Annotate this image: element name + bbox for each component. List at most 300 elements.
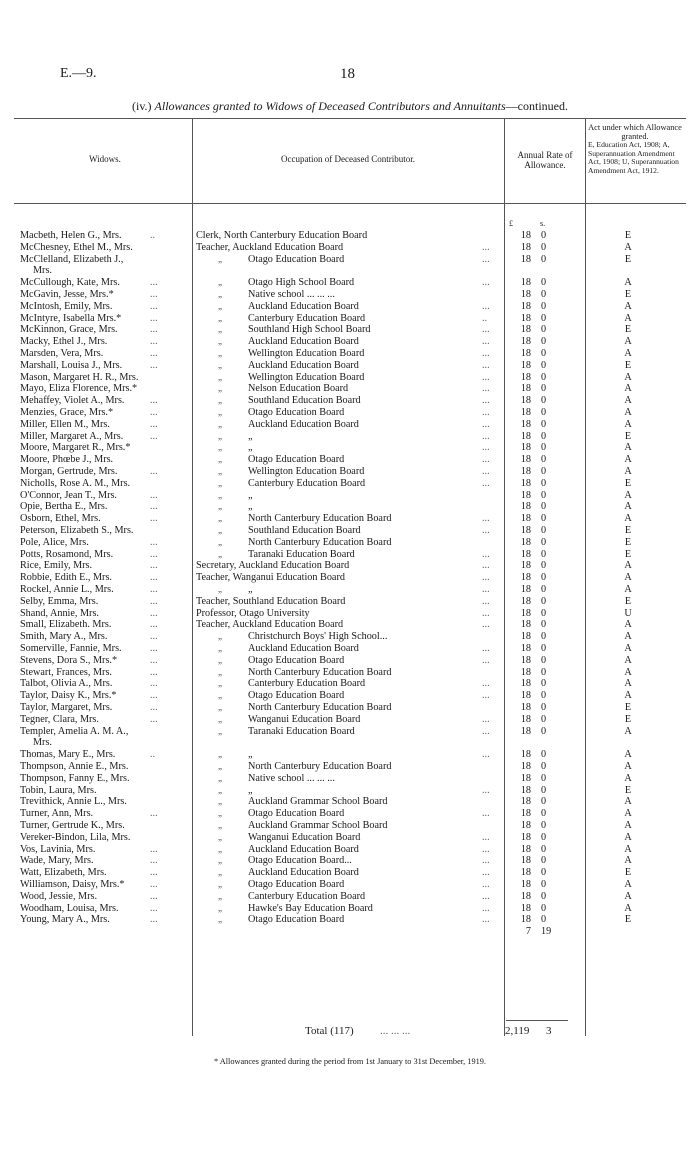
rate-pounds: 18 (520, 430, 531, 442)
leader-dots: ... (150, 843, 158, 855)
act-code: A (624, 584, 632, 595)
rate-pounds: 18 (520, 902, 531, 914)
leader-dots: ... (150, 654, 158, 666)
rate-shillings: 0 (541, 890, 547, 902)
leader-dots: ... (150, 312, 158, 324)
rate-pounds: 18 (520, 442, 531, 454)
occupation: North Canterbury Education Board (248, 536, 392, 548)
rate-pounds: 18 (520, 702, 531, 713)
leader-dots: ... (482, 336, 490, 348)
rate-shillings: 0 (541, 619, 547, 631)
leader-dots: ... (482, 359, 490, 371)
occupation: North Canterbury Education Board (248, 702, 392, 713)
widow-name: Talbot, Olivia A., Mrs. (20, 678, 113, 690)
act-code: A (624, 371, 632, 383)
ditto-mark: „ (218, 902, 222, 913)
act-code: A (624, 749, 632, 761)
rate-pounds: 18 (520, 890, 531, 902)
rate-shillings: 0 (541, 879, 547, 890)
rate-pounds: 18 (520, 761, 531, 772)
rate-shillings: 0 (541, 702, 547, 713)
widow-name: Rockel, Annie L., Mrs. (20, 584, 114, 595)
leader-dots: ... (150, 584, 158, 595)
occupation: Wellington Education Board (248, 348, 365, 359)
act-code: A (624, 241, 632, 253)
ditto-mark: „ (218, 466, 222, 476)
act-code: A (624, 348, 632, 359)
act-code: E (624, 867, 632, 879)
rate-pounds: 18 (520, 253, 531, 265)
widow-name: McChesney, Ethel M., Mrs. (20, 241, 133, 253)
widow-name: Thomas, Mary E., Mrs. (20, 749, 116, 761)
leader-dots: ... (482, 808, 490, 820)
widow-name: Mehaffey, Violet A., Mrs. (20, 395, 125, 407)
leader-dots: ... (150, 595, 158, 607)
ditto-mark: „ (218, 843, 222, 854)
widow-name: Potts, Rosamond, Mrs. (20, 548, 114, 560)
ditto-mark: „ (218, 548, 222, 559)
leader-dots: ... (150, 643, 158, 654)
rate-pounds: 18 (520, 418, 531, 430)
rate-pounds: 18 (520, 595, 531, 607)
rate-pounds: 18 (520, 312, 531, 324)
rate-pounds: 18 (520, 383, 531, 395)
occupation: North Canterbury Education Board (248, 513, 392, 525)
rate-pounds: 18 (520, 489, 531, 501)
leader-dots: ... (150, 890, 158, 902)
table-caption (0, 99, 700, 114)
act-code: A (624, 643, 632, 654)
caption-prefix: (iv.) (132, 99, 155, 113)
occupation: Southland High School Board (248, 324, 371, 336)
rate-shillings: 0 (541, 690, 547, 702)
leader-dots: ... (150, 466, 158, 477)
act-code: A (624, 454, 632, 466)
leader-dots: ... (482, 407, 490, 418)
widow-name: Osborn, Ethel, Mrs. (20, 513, 101, 525)
occupation: „ (248, 501, 253, 513)
occupation: Otago Education Board (248, 914, 345, 926)
occupation: Nelson Education Board (248, 383, 349, 395)
widow-name: Menzies, Grace, Mrs.* (20, 407, 114, 418)
act-code: E (624, 230, 632, 241)
ditto-mark: „ (218, 525, 222, 535)
leader-dots: ... (482, 477, 490, 489)
leader-dots: ... (150, 418, 158, 430)
table-row (0, 913, 700, 938)
act-code: A (624, 418, 632, 430)
rate-shillings: 0 (541, 348, 547, 359)
rate-pounds: 18 (520, 643, 531, 654)
rate-pounds-extra: 7 (525, 926, 531, 938)
page-number: 18 (340, 66, 355, 82)
leader-dots: .. (150, 230, 156, 241)
leader-dots: ... (150, 407, 158, 418)
widow-name: Rice, Emily, Mrs. (20, 560, 93, 572)
act-header-key: E, Education Act, 1908; A, Superannuation Amendment Act, 1908; U, Superannuation Amendment Act, 1912. (588, 140, 679, 175)
ditto-mark: „ (218, 808, 222, 819)
leader-dots: ... (482, 442, 490, 454)
widow-name: Miller, Ellen M., Mrs. (20, 418, 110, 430)
rate-shillings: 0 (541, 749, 547, 761)
act-code: A (624, 761, 632, 772)
widow-name: Watt, Elizabeth, Mrs. (20, 867, 107, 879)
occupation: Auckland Education Board (248, 418, 359, 430)
occupation: Native school ... ... ... (248, 772, 335, 784)
ditto-mark: „ (218, 772, 222, 783)
widow-name: Tobin, Laura, Mrs. (20, 784, 97, 796)
act-code: E (624, 525, 632, 536)
act-code: E (624, 289, 632, 300)
act-code: A (624, 879, 632, 890)
occupation: Otago Education Board (248, 407, 345, 418)
widow-name: Wade, Mary, Mrs. (20, 855, 94, 867)
ditto-mark: „ (218, 348, 222, 358)
leader-dots: ... (482, 595, 490, 607)
occupation: Auckland Grammar School Board (248, 820, 388, 831)
rate-pounds: 18 (520, 241, 531, 253)
widow-name: Marsden, Vera, Mrs. (20, 348, 104, 359)
rate-pounds: 18 (520, 324, 531, 336)
rate-pounds: 18 (520, 678, 531, 690)
act-code: A (624, 808, 632, 820)
rate-pounds: 18 (520, 855, 531, 867)
caption-title: Allowances granted to Widows of Deceased Contributors and Annuitants (154, 99, 506, 113)
ditto-mark: „ (218, 879, 222, 889)
rate-shillings: 0 (541, 643, 547, 654)
leader-dots: ... (150, 607, 158, 619)
ditto-mark: „ (218, 784, 222, 795)
rate-shillings: 0 (541, 300, 547, 312)
widow-name: Turner, Ann, Mrs. (20, 808, 94, 820)
widow-name: McCullough, Kate, Mrs. (20, 277, 120, 289)
rate-shillings: 0 (541, 489, 547, 501)
rate-pounds: 18 (520, 230, 531, 241)
rate-shillings: 0 (541, 808, 547, 820)
leader-dots: ... (482, 855, 490, 867)
widow-name: Moore, Phœbe J., Mrs. (20, 454, 114, 466)
leader-dots: ... (482, 643, 490, 654)
widow-name: Nicholls, Rose A. M., Mrs. (20, 477, 131, 489)
leader-dots: .. (482, 312, 488, 324)
ditto-mark: „ (218, 489, 222, 500)
footnote: * Allowances granted during the period from 1st January to 31st December, 1919. (213, 1057, 486, 1066)
act-code: A (624, 666, 632, 678)
act-code: A (624, 855, 632, 867)
act-code: A (624, 336, 632, 348)
occupation: North Canterbury Education Board (248, 761, 392, 772)
leader-dots: ... (150, 536, 158, 548)
leader-dots: ... (150, 713, 158, 725)
occupation: „ (248, 749, 253, 761)
ditto-mark: „ (218, 253, 222, 264)
act-code: A (624, 619, 632, 631)
occupation: Otago Education Board (248, 690, 345, 702)
rate-pounds: 18 (520, 454, 531, 466)
widow-name: Small, Elizabeth. Mrs. (20, 619, 112, 631)
rate-shillings: 0 (541, 595, 547, 607)
act-code: A (624, 407, 632, 418)
leader-dots: ... (482, 418, 490, 430)
leader-dots: ... (482, 525, 490, 536)
leader-dots: ... (482, 348, 490, 359)
leader-dots: ... (150, 560, 158, 572)
rate-shillings: 0 (541, 407, 547, 418)
widow-name: McClelland, Elizabeth J., (20, 253, 124, 265)
caption-suffix: —continued. (505, 99, 568, 113)
occupation: „ (248, 489, 253, 501)
ditto-mark: „ (218, 395, 222, 406)
leader-dots: ... (150, 289, 158, 300)
ditto-mark: „ (218, 430, 222, 441)
occupation: Teacher, Wanganui Education Board (196, 572, 345, 584)
occupation: Otago High School Board (248, 277, 355, 289)
leader-dots: ... (482, 749, 490, 761)
rate-shillings: 0 (541, 713, 547, 725)
rate-shillings: 0 (541, 230, 547, 241)
column-header-rate: Annual Rate of Allowance. (517, 150, 573, 170)
leader-dots: ... (150, 348, 158, 359)
act-code: A (624, 466, 632, 477)
act-code: A (624, 277, 632, 289)
leader-dots: ... (482, 513, 490, 525)
rate-shillings: 0 (541, 761, 547, 772)
leader-dots: ... (482, 300, 490, 312)
ditto-mark: „ (218, 796, 222, 807)
widow-name: Templer, Amelia A. M. A., (20, 725, 129, 737)
rate-pounds: 18 (520, 560, 531, 572)
occupation: Auckland Education Board (248, 300, 359, 312)
rate-shillings: 0 (541, 548, 547, 560)
rate-pounds: 18 (520, 879, 531, 890)
ditto-mark: „ (218, 513, 222, 524)
rate-pounds: 18 (520, 277, 531, 289)
ditto-mark: „ (218, 584, 222, 594)
rate-pounds: 18 (520, 631, 531, 643)
occupation: North Canterbury Education Board (248, 666, 392, 678)
leader-dots: ... (482, 784, 490, 796)
rate-pounds: 18 (520, 477, 531, 489)
act-code: A (624, 902, 632, 914)
rate-shillings: 0 (541, 796, 547, 808)
rate-shillings: 0 (541, 607, 547, 619)
ditto-mark: „ (218, 289, 222, 299)
act-code: E (624, 713, 632, 725)
ditto-mark: „ (218, 312, 222, 323)
rate-shillings: 0 (541, 324, 547, 336)
widow-name: Shand, Annie, Mrs. (20, 607, 99, 619)
act-code: A (624, 796, 632, 808)
shillings-unit: s. (540, 219, 546, 228)
rate-pounds: 18 (520, 713, 531, 725)
occupation: Otago Education Board... (248, 855, 352, 867)
occupation: Professor, Otago University (196, 607, 310, 619)
act-code: A (624, 501, 632, 513)
occupation: Hawke's Bay Education Board (248, 902, 373, 914)
rate-shillings: 0 (541, 867, 547, 879)
occupation: Native school ... ... ... (248, 289, 335, 300)
ditto-mark: „ (218, 383, 222, 394)
rate-shillings: 0 (541, 383, 547, 395)
widow-name: O'Connor, Jean T., Mrs. (20, 489, 117, 501)
leader-dots: ... (150, 501, 158, 513)
act-code: E (624, 595, 632, 607)
widow-name: Vereker-Bindon, Lila, Mrs. (20, 831, 131, 843)
act-code: A (624, 513, 632, 525)
act-code: A (624, 820, 632, 831)
occupation: „ (248, 430, 253, 442)
widow-name: Vos, Lavinia, Mrs. (20, 843, 96, 855)
leader-dots: ... (482, 678, 490, 690)
widow-name: Marshall, Louisa J., Mrs. (20, 359, 123, 371)
rate-pounds: 18 (520, 371, 531, 383)
leader-dots: ... (482, 277, 490, 289)
act-code: A (624, 631, 632, 643)
ditto-mark: „ (218, 761, 222, 771)
total-shillings: 3 (546, 1025, 552, 1037)
occupation: „ (248, 584, 253, 595)
column-header-widows: Widows. (89, 154, 121, 164)
widow-name: Thompson, Fanny E., Mrs. (20, 772, 130, 784)
act-code: A (624, 572, 632, 584)
rate-pounds: 18 (520, 336, 531, 348)
ditto-mark: „ (218, 418, 222, 429)
ditto-mark: „ (218, 820, 222, 830)
widow-name: Mason, Margaret H. R., Mrs. (20, 371, 139, 383)
rate-shillings: 0 (541, 654, 547, 666)
rate-pounds: 18 (520, 466, 531, 477)
occupation: Otago Education Board (248, 454, 345, 466)
rate-pounds: 18 (520, 749, 531, 761)
widow-name: McIntyre, Isabella Mrs.* (20, 312, 122, 324)
act-code: E (624, 324, 632, 336)
ditto-mark: „ (218, 407, 222, 417)
widow-name: Somerville, Fannie, Mrs. (20, 643, 122, 654)
rate-shillings: 0 (541, 241, 547, 253)
act-code: A (624, 300, 632, 312)
rate-shillings: 0 (541, 418, 547, 430)
ditto-mark: „ (218, 914, 222, 925)
rate-pounds: 18 (520, 796, 531, 808)
occupation: Taranaki Education Board (248, 548, 355, 560)
rate-shillings: 0 (541, 442, 547, 454)
leader-dots: ... (482, 713, 490, 725)
ditto-mark: „ (218, 454, 222, 465)
rate-shillings: 0 (541, 855, 547, 867)
widow-name: Smith, Mary A., Mrs. (20, 631, 108, 643)
occupation: Taranaki Education Board (248, 725, 355, 737)
occupation: „ (248, 784, 253, 796)
leader-dots: ... (482, 654, 490, 666)
leader-dots: ... (482, 253, 490, 265)
occupation: Auckland Education Board (248, 843, 359, 855)
leader-dots: ... (482, 725, 490, 737)
rate-pounds: 18 (520, 513, 531, 525)
column-header-occupation: Occupation of Deceased Contributor. (281, 154, 415, 164)
leader-dots: ... (150, 395, 158, 407)
rate-pounds: 18 (520, 300, 531, 312)
rate-shillings: 0 (541, 501, 547, 513)
leader-dots: ... (482, 395, 490, 407)
ditto-mark: „ (218, 631, 222, 642)
widow-name: McKinnon, Grace, Mrs. (20, 324, 118, 336)
leader-dots: ... (150, 324, 158, 336)
leader-dots: ... (150, 619, 158, 631)
leader-dots: ... (150, 867, 158, 879)
act-code: E (624, 548, 632, 560)
widow-name: Mrs. (33, 737, 52, 749)
act-code: A (624, 383, 632, 395)
rate-shillings: 0 (541, 513, 547, 525)
rate-pounds: 18 (520, 666, 531, 678)
leader-dots: ... (150, 902, 158, 914)
leader-dots: ... (150, 678, 158, 690)
rate-shillings: 0 (541, 525, 547, 536)
leader-dots: ... (482, 879, 490, 890)
occupation: Canterbury Education Board (248, 890, 366, 902)
leader-dots: ... (482, 902, 490, 914)
widow-name: Mayo, Eliza Florence, Mrs.* (20, 383, 138, 395)
act-code: A (624, 678, 632, 690)
widow-name: Young, Mary A., Mrs. (20, 914, 110, 926)
ditto-mark: „ (218, 725, 222, 736)
rate-pounds: 18 (520, 536, 531, 548)
rate-pounds: 18 (520, 395, 531, 407)
leader-dots: ... (150, 808, 158, 820)
act-code: E (624, 702, 632, 713)
ditto-mark: „ (218, 336, 222, 347)
widow-name: Macky, Ethel J., Mrs. (20, 336, 108, 348)
widow-name: Stewart, Frances, Mrs. (20, 666, 112, 678)
rate-pounds: 18 (520, 501, 531, 513)
rate-pounds: 18 (520, 725, 531, 737)
leader-dots: ... (150, 430, 158, 442)
occupation: Southland Education Board (248, 525, 361, 536)
widow-name: Morgan, Gertrude, Mrs. (20, 466, 118, 477)
occupation: Otago Education Board (248, 879, 345, 890)
occupation: „ (248, 442, 253, 454)
widow-name: Stevens, Dora S., Mrs.* (20, 654, 118, 666)
rate-pounds: 18 (520, 572, 531, 584)
leader-dots: ... (482, 619, 490, 631)
ditto-mark: „ (218, 690, 222, 701)
ditto-mark: „ (218, 831, 222, 842)
occupation: Auckland Education Board (248, 867, 359, 879)
ditto-mark: „ (218, 702, 222, 712)
leader-dots: ... (482, 430, 490, 442)
occupation: Auckland Grammar School Board (248, 796, 388, 808)
ditto-mark: „ (218, 666, 222, 677)
occupation: Wanganui Education Board (248, 831, 361, 843)
rate-pounds: 18 (520, 831, 531, 843)
pounds-unit: £ (509, 219, 513, 228)
widow-name: Selby, Emma, Mrs. (20, 595, 99, 607)
act-code: A (624, 690, 632, 702)
widow-name: Tegner, Clara, Mrs. (20, 713, 99, 725)
total-label: Total (117) (305, 1025, 354, 1037)
rate-pounds: 18 (520, 289, 531, 300)
leader-dots: ... (482, 867, 490, 879)
leader-dots: ... (150, 336, 158, 348)
act-code: E (624, 359, 632, 371)
ditto-mark: „ (218, 300, 222, 311)
rate-shillings: 0 (541, 477, 547, 489)
widow-name: Opie, Bertha E., Mrs. (20, 501, 108, 513)
rate-shillings: 0 (541, 831, 547, 843)
leader-dots: ... (150, 690, 158, 702)
widow-name: Taylor, Margaret, Mrs. (20, 702, 113, 713)
occupation: Wanganui Education Board (248, 713, 361, 725)
